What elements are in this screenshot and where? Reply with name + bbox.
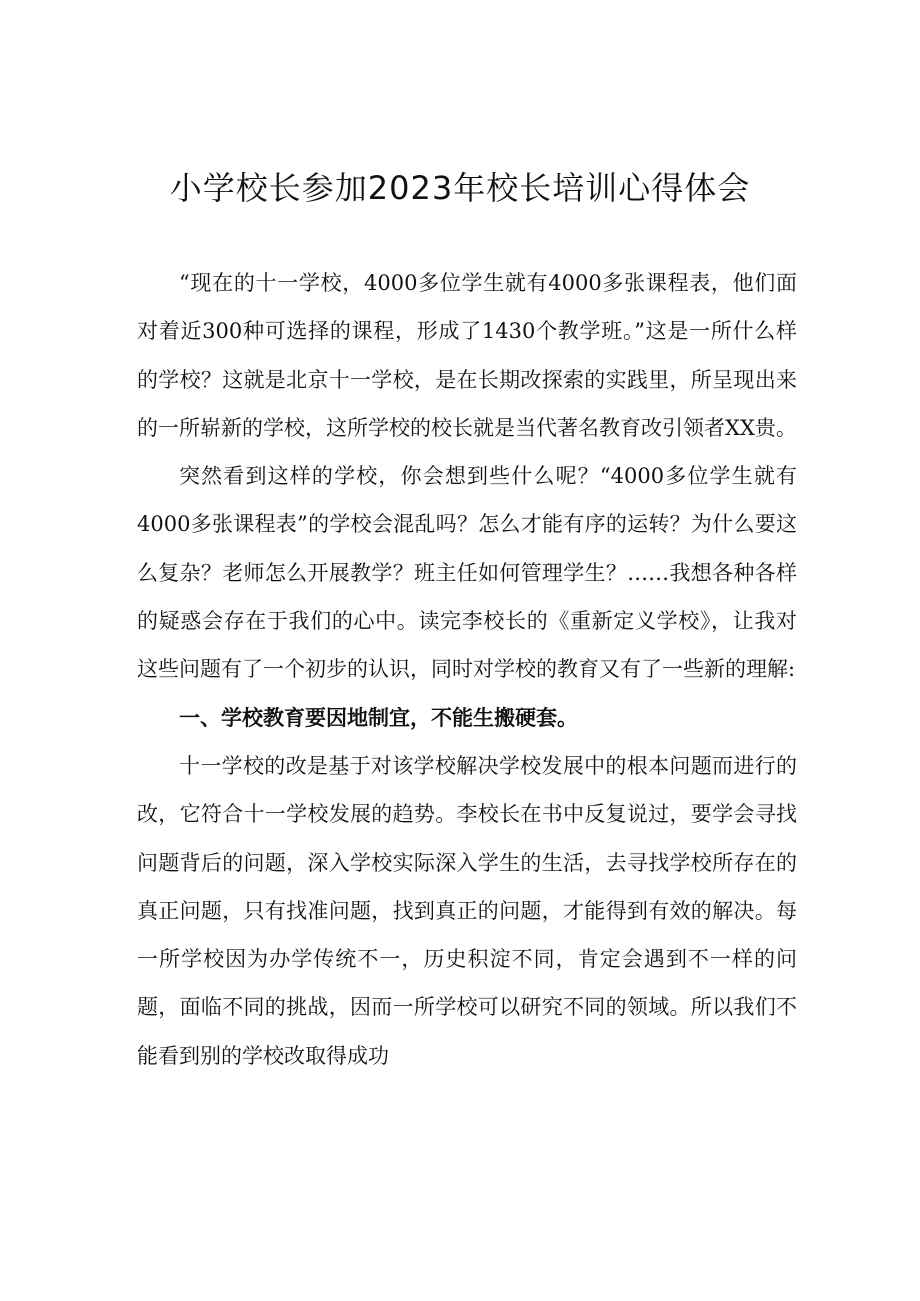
section-heading: 一、学校教育要因地制宜，不能生搬硬套。 — [179, 705, 578, 730]
document-body — [137, 259, 797, 1080]
document-title: 小学校长参加2023年校长培训心得体会 — [169, 169, 751, 207]
paragraph-section-1: 十一学校的改是基于对该学校解决学校发展中的根本问题而进行的改，它符合十一学校发展的趋势。李校长在书中反复说过，要学会寻找问题背后的问题，深入学校实际深入学生的生活，去寻找学校所存在的真正问题，只有找准问题，找到真正的问题，才能得到有效的解决。每一所学校因为办学传统不一，历史积淀不同，肯定会遇到不一样的问题，面临不同的挑战，因而一所学校可以研究不同的领域。所以我们不能看到别的学校改取得成功 — [137, 753, 797, 1068]
paragraph-questions: 突然看到这样的学校，你会想到些什么呢？“4000多位学生就有4000多张课程表”的学校会混乱吗？怎么才能有序的运转？为什么要这么复杂？老师怎么开展教学？班主任如何管理学生？……我想各种各样的疑惑会存在于我们的心中。读完李校长的《重新定义学校》，让我对这些问题有了一个初步的认识，同时对学校的教育又有了一些新的理解: — [137, 464, 797, 682]
paragraph-intro: “现在的十一学校，4000多位学生就有4000多张课程表，他们面对着近300种可选择的课程，形成了1430个教学班。”这是一所什么样的学校？这就是北京十一学校，是在长期改探索的实践里，所呈现出来的一所崭新的学校，这所学校的校长就是当代著名教育改引领者XX贵。 — [137, 271, 797, 440]
